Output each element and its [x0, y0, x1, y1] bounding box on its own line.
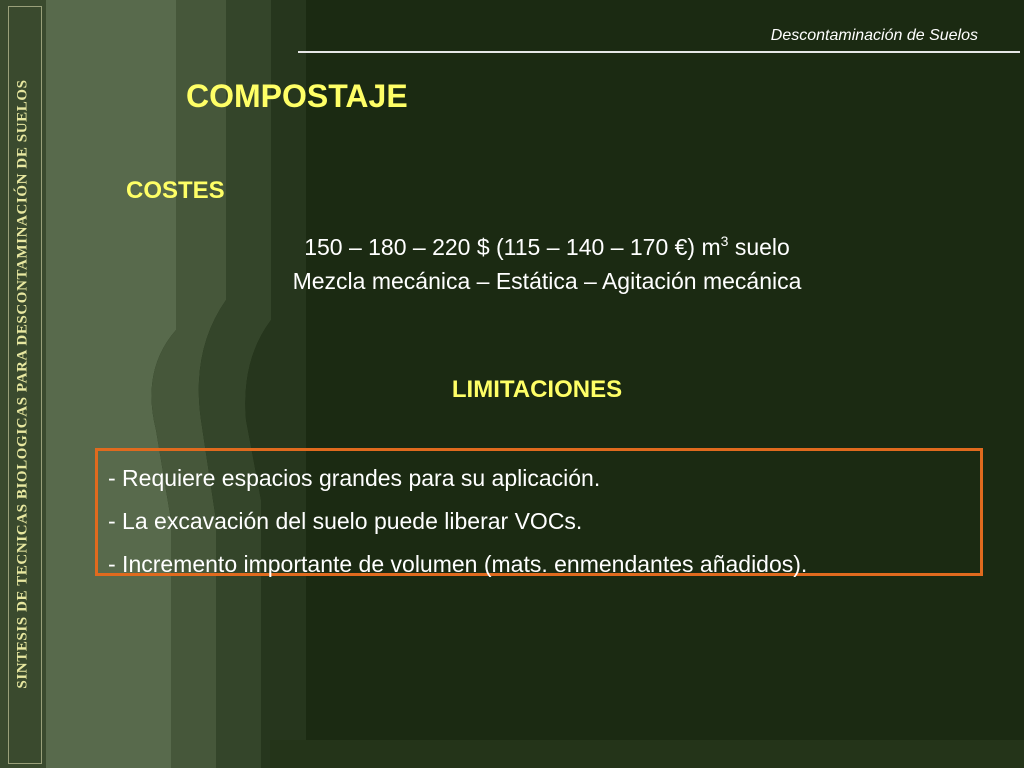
costs-line-1-superscript: 3 — [720, 233, 729, 249]
limitation-item: - Requiere espacios grandes para su aplicación. — [108, 465, 601, 491]
sidebar-strip — [0, 0, 46, 768]
costs-heading: COSTES — [126, 177, 225, 204]
costs-line-1 — [180, 233, 914, 261]
limitations-heading: LIMITACIONES — [451, 376, 623, 403]
page-title: COMPOSTAJE — [186, 78, 408, 114]
header-subtitle: Descontaminación de Suelos — [770, 27, 978, 44]
limitation-item: - La excavación del suelo puede liberar VOCs. — [108, 508, 583, 534]
costs-line-2: Mezcla mecánica – Estática – Agitación mecánica — [292, 268, 802, 294]
costs-line-1-text: 150 – 180 – 220 $ (115 – 140 – 170 €) m — [304, 234, 721, 260]
costs-line-1-suffix: suelo — [728, 234, 790, 260]
sidebar-vertical-title: SINTESIS DE TECNICAS BIOLOGICAS PARA DESCONTAMINACIÓN DE SUELOS — [14, 79, 31, 689]
limitation-item: - Incremento importante de volumen (mats. enmendantes añadidos). — [108, 551, 808, 577]
header-divider — [298, 51, 1020, 53]
limitations-box — [95, 448, 983, 576]
